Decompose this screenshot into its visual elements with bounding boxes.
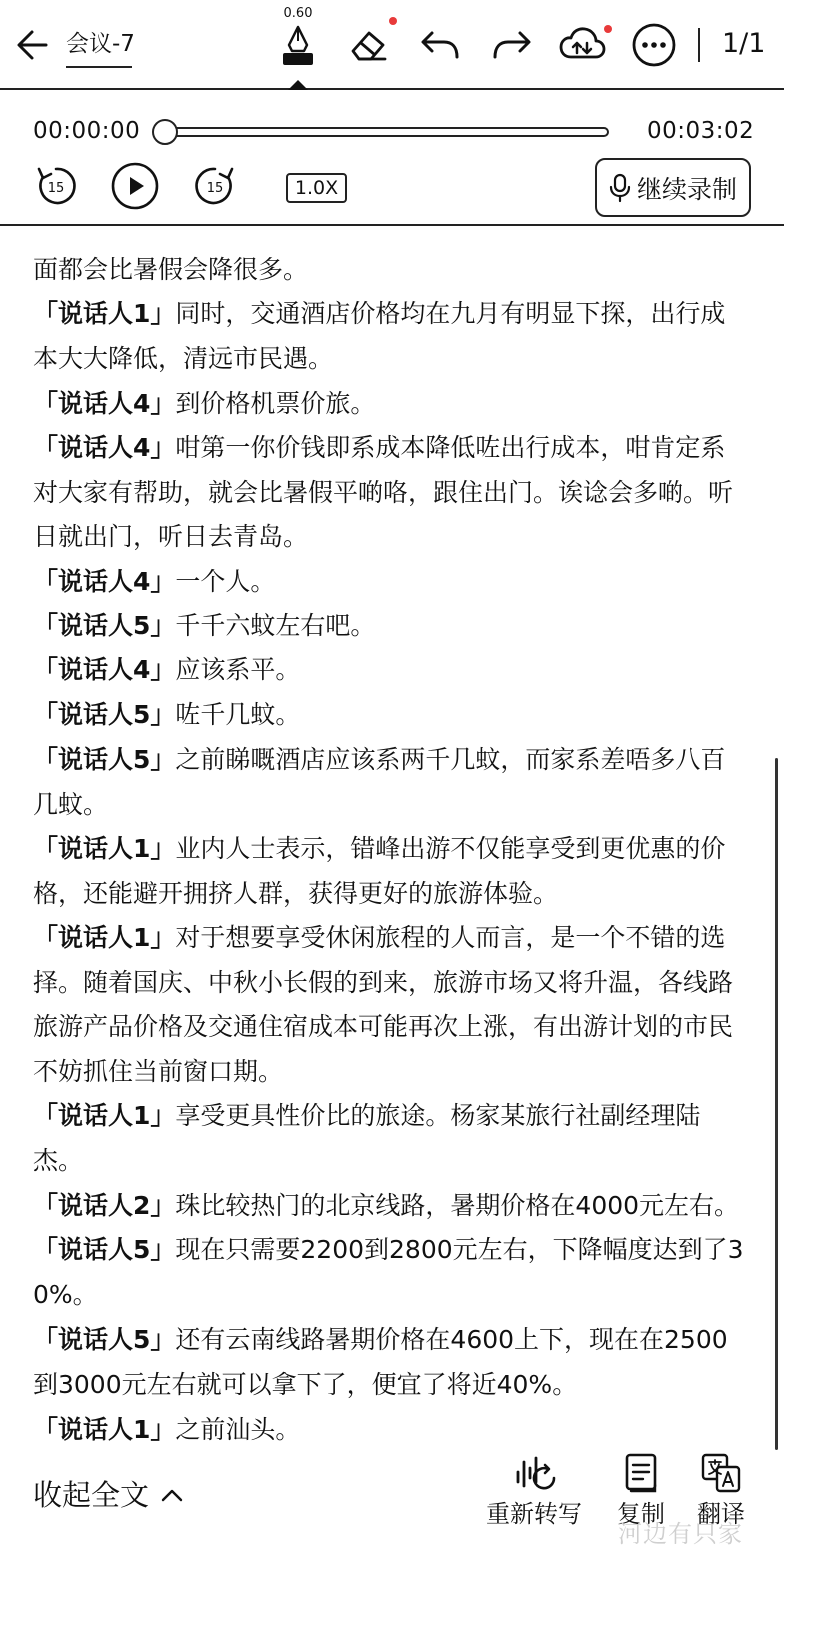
retranscribe-label: 重新转写 (486, 1500, 582, 1528)
pen-selected-caret (288, 80, 308, 90)
pen-icon[interactable] (274, 22, 322, 68)
cloud-sync-icon[interactable] (558, 22, 606, 68)
speaker-label: 「说话人4」 (33, 655, 176, 684)
transcript-paragraph (33, 916, 745, 1094)
speaker-label: 「说话人4」 (33, 567, 176, 596)
paragraph-text: 之前汕头。 (175, 1415, 301, 1444)
paragraph-text: 对于想要享受休闲旅程的人而言，是一个不错的选择。随着国庆、中秋小长假的到来，旅游市场又将升温，各线路旅游产品价格及交通住宿成本可能再次上涨，有出游计划的市民不妨抓住当前窗口期。 (33, 923, 734, 1086)
paragraph-text: 千千六蚊左右吧。 (175, 611, 376, 640)
translate-icon (699, 1452, 743, 1494)
paragraph-text: 珠比较热门的北京线路，暑期价格在4000元左右。 (175, 1191, 740, 1220)
page-indicator[interactable]: 1/1 (722, 28, 766, 59)
speaker-label: 「说话人4」 (33, 389, 176, 418)
speaker-label: 「说话人1」 (33, 299, 176, 328)
paragraph-text: 一个人。 (175, 567, 276, 596)
transcript-paragraph (33, 1408, 745, 1453)
continue-recording-label: 继续录制 (636, 174, 737, 204)
rewind-icon (33, 163, 79, 209)
speaker-label: 「说话人1」 (33, 923, 176, 952)
undo-icon[interactable] (416, 22, 464, 68)
play-icon (111, 162, 159, 210)
top-toolbar (0, 0, 784, 90)
speaker-label: 「说话人1」 (33, 1415, 176, 1444)
total-time: 00:03:02 (647, 118, 755, 144)
audio-player (0, 92, 784, 226)
transcript-paragraph (33, 1228, 745, 1317)
paragraph-text: 到价格机票价旅。 (175, 389, 376, 418)
more-options-icon[interactable] (630, 22, 678, 68)
paragraph-text: 面都会比暑假会降很多。 (33, 255, 309, 284)
skip-forward-15-button[interactable] (191, 162, 239, 210)
speaker-label: 「说话人5」 (33, 1235, 176, 1264)
translate-label: 翻译 (697, 1500, 745, 1528)
speaker-label: 「说话人2」 (33, 1191, 176, 1220)
progress-track[interactable] (164, 127, 609, 137)
pen-size-value: 0.60 (283, 6, 313, 21)
cloud-notification-dot (604, 25, 612, 33)
transcript-paragraph (33, 1318, 745, 1407)
retranscribe-button[interactable] (486, 1452, 582, 1530)
transcript-paragraph (33, 1094, 745, 1183)
transcript-paragraph (33, 292, 745, 381)
retranscribe-icon (510, 1452, 558, 1494)
back-arrow-icon[interactable] (14, 25, 54, 65)
watermark: 河边有只家 (618, 1520, 743, 1548)
progress-thumb[interactable] (152, 119, 178, 145)
fast-forward-icon (192, 163, 238, 209)
chevron-up-icon (161, 1488, 183, 1502)
skip-back-seconds: 15 (47, 181, 65, 196)
transcript-paragraph (33, 1184, 745, 1229)
transcript-paragraph (33, 648, 745, 693)
paragraph-text: 享受更具性价比的旅途。杨家某旅行社副经理陆杰。 (33, 1101, 701, 1175)
scrollbar[interactable] (775, 758, 778, 1450)
playback-speed-button[interactable]: 1.0X (286, 173, 347, 203)
paragraph-text: 应该系平。 (175, 655, 301, 684)
transcript-paragraph (33, 560, 745, 605)
continue-recording-button[interactable] (595, 158, 751, 217)
transcript-paragraph (33, 693, 745, 738)
speaker-label: 「说话人1」 (33, 1101, 176, 1130)
transcript-paragraph (33, 248, 745, 293)
eraser-icon[interactable] (344, 22, 392, 68)
redo-icon[interactable] (488, 22, 536, 68)
title-underline (66, 66, 132, 68)
collapse-full-text-button[interactable] (33, 1475, 183, 1515)
speaker-label: 「说话人4」 (33, 433, 176, 462)
current-time: 00:00:00 (33, 118, 141, 144)
transcript-area[interactable] (0, 228, 784, 1456)
transcript-paragraph (33, 382, 745, 427)
transcript-paragraph (33, 604, 745, 649)
copy-label: 复制 (617, 1500, 665, 1528)
microphone-icon (609, 173, 631, 203)
skip-forward-seconds: 15 (206, 181, 224, 196)
speaker-label: 「说话人5」 (33, 745, 176, 774)
document-title[interactable]: 会议-7 (66, 31, 135, 57)
paragraph-text: 同时，交通酒店价格均在九月有明显下探，出行成本大大降低，清远市民遇。 (33, 299, 726, 373)
transcript-paragraph (33, 827, 745, 916)
collapse-label: 收起全文 (33, 1478, 150, 1512)
paragraph-text: 还有云南线路暑期价格在4600上下，现在在2500到3000元左右就可以拿下了，便宜了将近40%。 (33, 1325, 728, 1399)
transcript-paragraph (33, 426, 745, 560)
speaker-label: 「说话人5」 (33, 611, 176, 640)
paragraph-text: 现在只需要2200到2800元左右，下降幅度达到了30%。 (33, 1235, 744, 1309)
eraser-notification-dot (389, 17, 397, 25)
paragraph-text: 咗千几蚊。 (175, 700, 301, 729)
skip-back-15-button[interactable] (32, 162, 80, 210)
speaker-label: 「说话人5」 (33, 700, 176, 729)
paragraph-text: 业内人士表示，错峰出游不仅能享受到更优惠的价格，还能避开拥挤人群，获得更好的旅游体验。 (33, 834, 726, 908)
transcript-paragraph (33, 738, 745, 827)
play-button[interactable] (111, 162, 159, 210)
speaker-label: 「说话人1」 (33, 834, 176, 863)
speaker-label: 「说话人5」 (33, 1325, 176, 1354)
paragraph-text: 之前睇嘅酒店应该系两千几蚊，而家系差唔多八百几蚊。 (33, 745, 726, 819)
toolbar-divider (698, 28, 700, 62)
copy-icon (619, 1452, 663, 1494)
paragraph-text: 咁第一你价钱即系成本降低咗出行成本，咁肯定系对大家有帮助，就会比暑假平啲咯，跟住出门。诶谂会多啲。听日就出门，听日去青岛。 (33, 433, 734, 552)
